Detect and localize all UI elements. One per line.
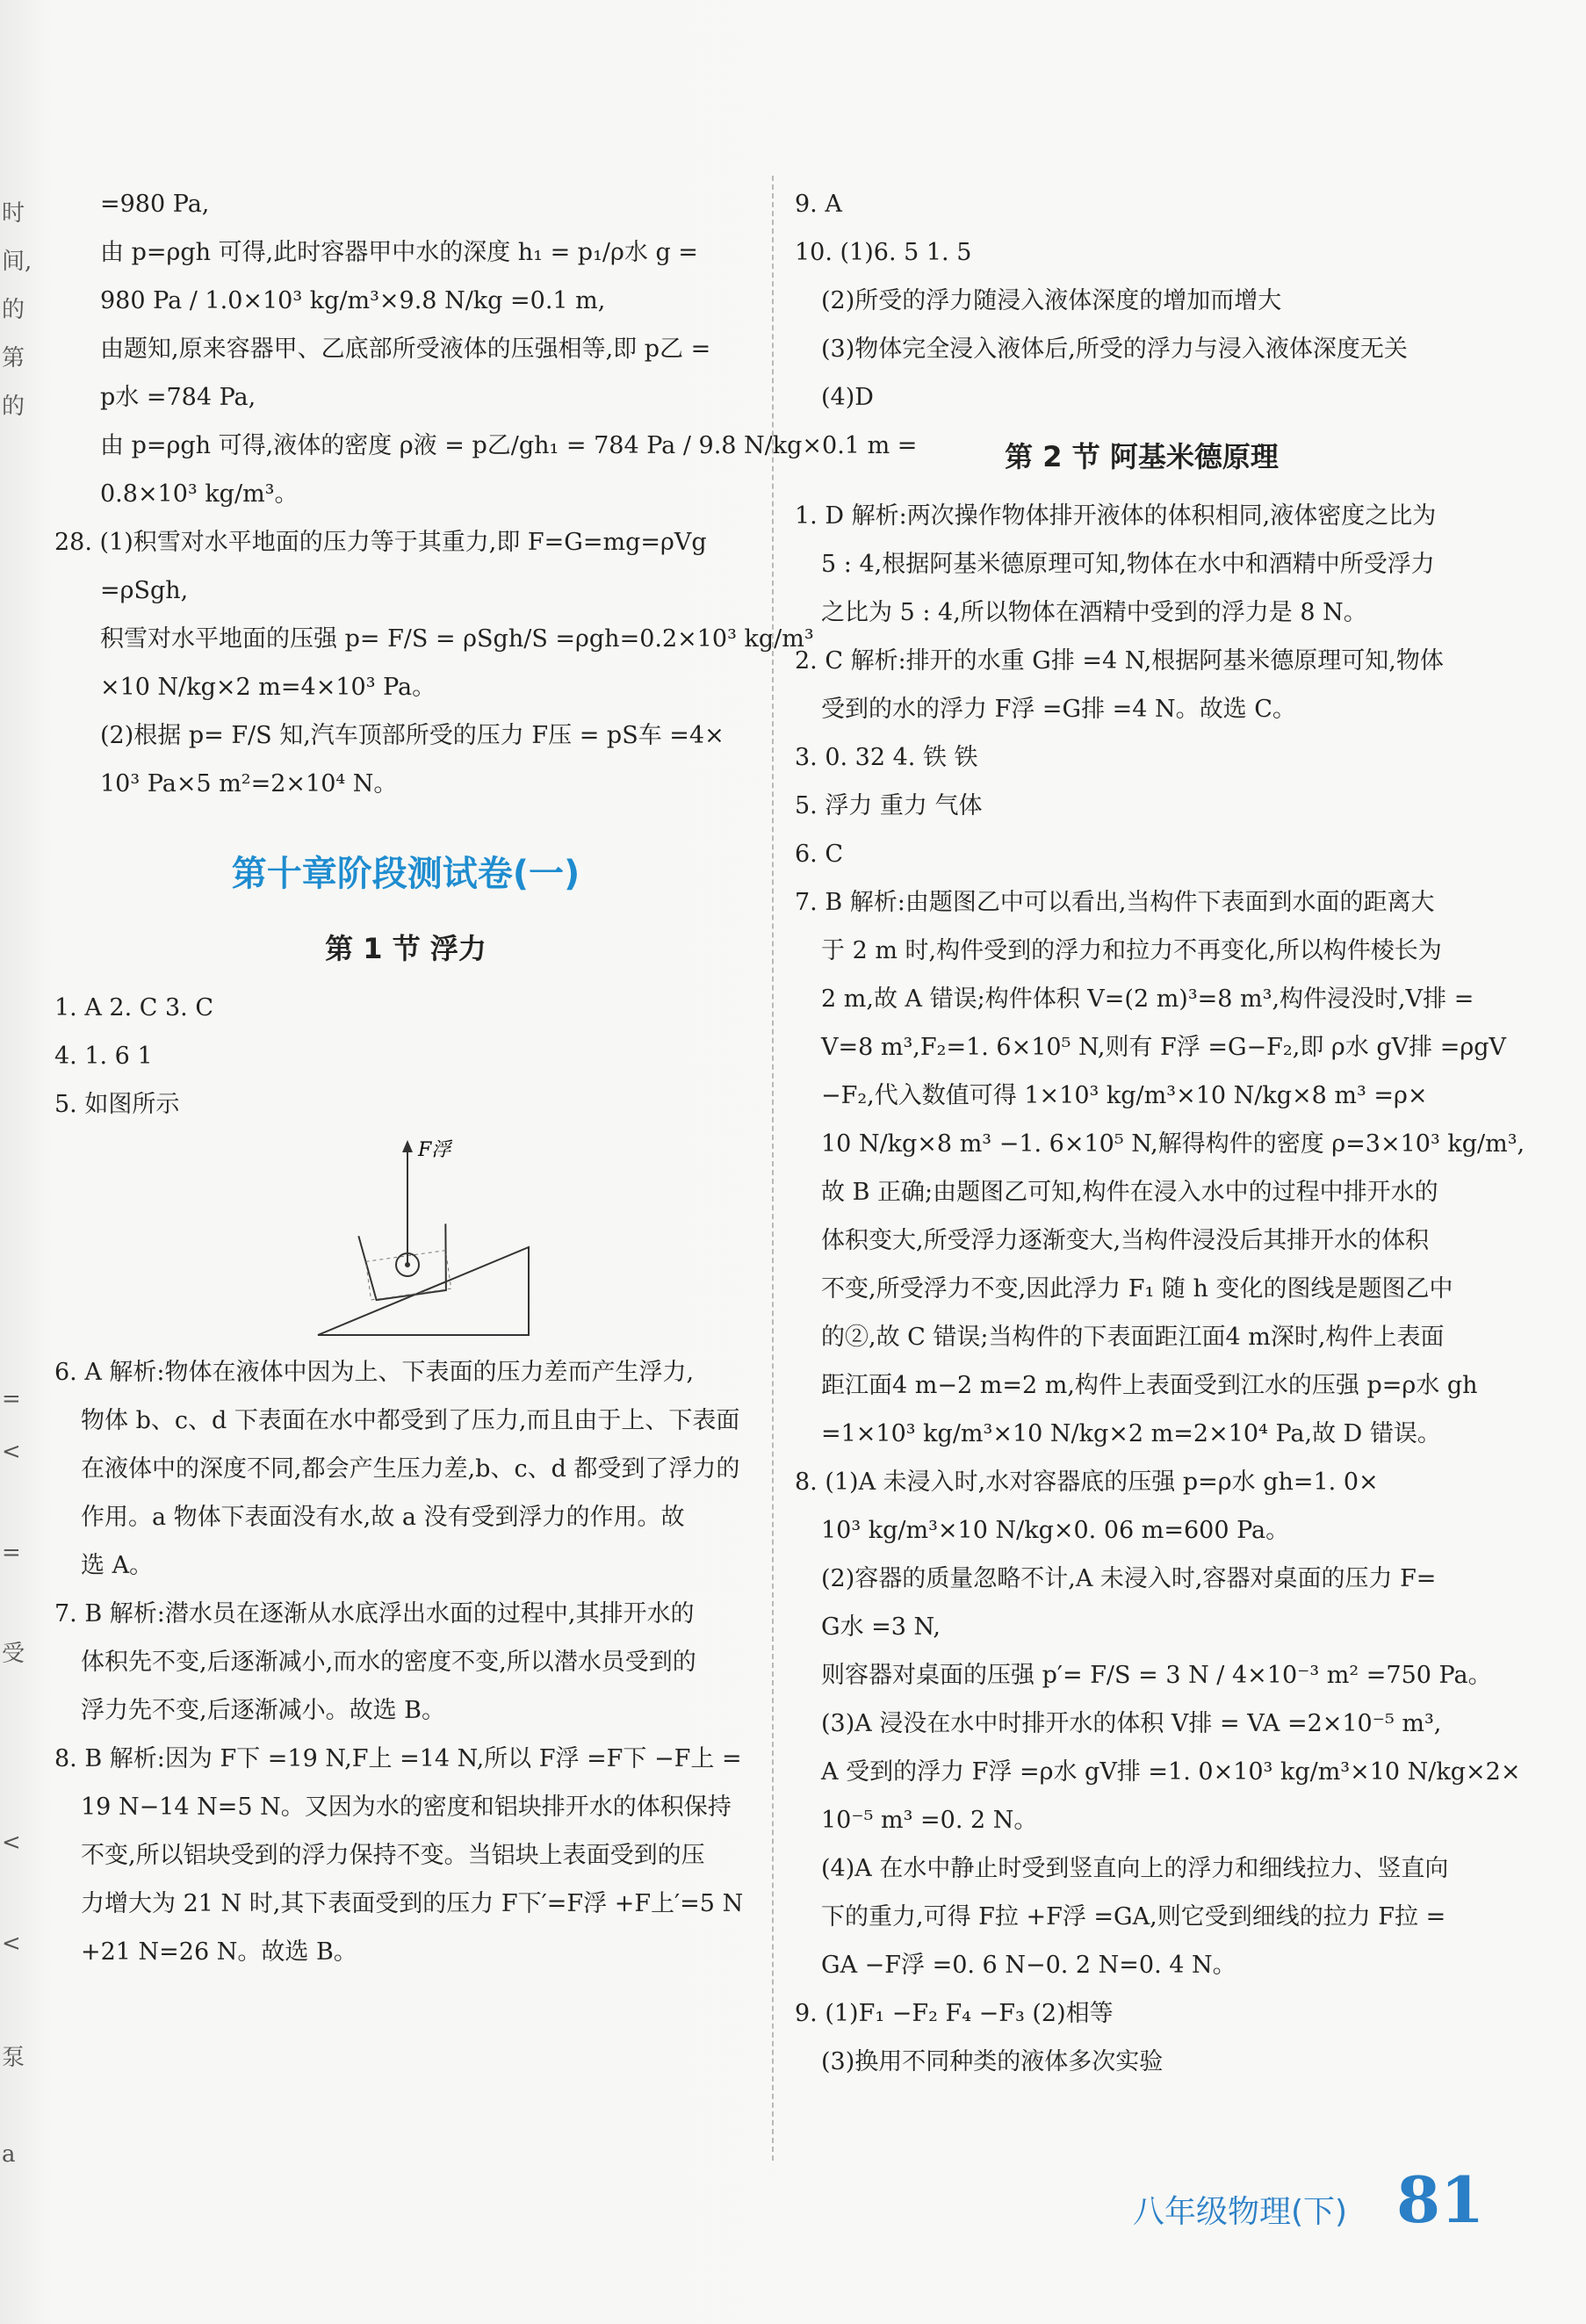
edge-char: < [2,1830,21,1856]
right-column [795,180,1525,2086]
q8-line: 10⁻⁵ m³ =0. 2 N。 [821,1807,1038,1834]
solution-line: =980 Pa, [100,191,210,218]
force-label: F浮 [418,1139,451,1161]
q8-line: 8. (1)A 未浸入时,水对容器底的压强 p=ρ水 gh=1. 0× [795,1469,1379,1496]
page-footer [1133,2162,1502,2237]
answer-line: 3. 0. 32 4. 铁 铁 [795,744,978,771]
arrow-head [402,1140,413,1152]
water [365,1251,451,1300]
solution-line: 28. (1)积雪对水平地面的压力等于其重力,即 F=G=mg=ρVg [54,529,707,556]
solution-line: 980 Pa / 1.0×10³ kg/m³×9.8 N/kg =0.1 m, [100,287,606,314]
answer-line: (4)D [821,384,874,411]
page-number: 81 [1396,2162,1485,2237]
q7-line: 7. B 解析:由题图乙中可以看出,当构件下表面到水面的距离大 [795,889,1435,916]
q7-line: −F₂,代入数值可得 1×10³ kg/m³×10 N/kg×8 m³ =ρ× [821,1082,1428,1109]
answer-line: (2)所受的浮力随浸入液体深度的增加而增大 [821,287,1282,314]
edge-char: 第 [2,345,25,372]
q7-line: 7. B 解析:潜水员在逐渐从水底浮出水面的过程中,其排开水的 [54,1600,695,1628]
edge-char: 泵 [2,2045,25,2071]
q7-line: 体积先不变,后逐渐减小,而水的密度不变,所以潜水员受到的 [81,1649,696,1676]
q1-line: 5 : 4,根据阿基米德原理可知,物体在水中和酒精中所受浮力 [821,551,1435,578]
q8-line: GA −F浮 =0. 6 N−0. 2 N=0. 4 N。 [821,1952,1236,1979]
q7-line: 2 m,故 A 错误;构件体积 V=(2 m)³=8 m³,构件浸没时,V排 = [821,985,1474,1013]
q9-line: 9. (1)F₁ −F₂ F₄ −F₃ (2)相等 [795,2000,1114,2027]
edge-char: 的 [2,297,25,323]
chapter-title: 第十章阶段测试卷(一) [231,854,580,894]
section-2-title: 第 2 节 阿基米德原理 [1005,440,1279,473]
q8-line: 力增大为 21 N 时,其下表面受到的压力 F下′=F浮 +F上′=5 N [81,1890,744,1917]
edge-char: 的 [2,393,25,420]
edge-char: < [2,1931,21,1957]
q6-line: 在液体中的深度不同,都会产生压力差,b、c、d 都受到了浮力的 [81,1455,740,1483]
answer-line: 9. A [795,191,842,218]
answer-line: 1. A 2. C 3. C [54,994,214,1021]
solution-line: 由题知,原来容器甲、乙底部所受液体的压强相等,即 p乙 = [100,336,711,363]
q7-line: 体积变大,所受浮力逐渐变大,当构件浸没后其排开水的体积 [821,1227,1430,1254]
edge-char: 受 [2,1641,25,1667]
q7-line: =1×10³ kg/m³×10 N/kg×2 m=2×10⁴ Pa,故 D 错误。 [821,1420,1441,1447]
answer-line: 4. 1. 6 1 [54,1043,153,1070]
edge-char: = [2,1386,21,1412]
q6-line: 作用。a 物体下表面没有水,故 a 没有受到浮力的作用。故 [81,1504,685,1531]
q8-line: (4)A 在水中静止时受到竖直向上的浮力和细线拉力、竖直向 [821,1855,1449,1882]
solution-line: p水 =784 Pa, [100,384,256,411]
solution-line: =ρSgh, [100,577,189,604]
solution-line: 积雪对水平地面的压强 p= F/S = ρSgh/S =ρgh=0.2×10³ kg/m³ [100,625,814,653]
q8-line: 10³ kg/m³×10 N/kg×0. 06 m=600 Pa。 [821,1517,1290,1544]
q7-line: 浮力先不变,后逐渐减小。故选 B。 [81,1697,446,1724]
q2-line: 2. C 解析:排开的水重 G排 =4 N,根据阿基米德原理可知,物体 [795,647,1444,675]
edge-char: = [2,1540,21,1566]
q8-line: 则容器对桌面的压强 p′= F/S = 3 N / 4×10⁻³ m² =750 Pa。 [821,1662,1492,1689]
slope-triangle [318,1247,529,1335]
q7-line: 的②,故 C 错误;当构件的下表面距江面4 m深时,构件上表面 [821,1324,1445,1351]
q6-line: 选 A。 [81,1552,154,1579]
solution-line: 10³ Pa×5 m²=2×10⁴ N。 [100,770,398,798]
buoyancy-figure [54,1129,757,1348]
solution-line: 由 p=ρgh 可得,液体的密度 ρ液 = p乙/gh₁ = 784 Pa / 9.8 N/kg×0.1 m = [100,432,918,459]
q8-line: +21 N=26 N。故选 B。 [81,1938,357,1966]
q8-line: 8. B 解析:因为 F下 =19 N,F上 =14 N,所以 F浮 =F下 −F上 = [54,1745,742,1772]
solution-line: ×10 N/kg×2 m=4×10³ Pa。 [100,674,436,701]
section-1-title: 第 1 节 浮力 [325,932,487,965]
q9-line: (3)换用不同种类的液体多次实验 [821,2048,1164,2075]
q8-line: 19 N−14 N=5 N。又因为水的密度和铝块排开水的体积保持 [81,1794,732,1821]
q2-line: 受到的水的浮力 F浮 =G排 =4 N。故选 C。 [821,696,1296,723]
solution-line: (2)根据 p= F/S 知,汽车顶部所受的压力 F压 = pS车 =4× [100,722,725,749]
beaker-on-slope-diagram [309,1133,537,1344]
solution-line: 由 p=ρgh 可得,此时容器甲中水的深度 h₁ = p₁/ρ水 g = [100,239,698,266]
q6-line: 6. A 解析:物体在液体中因为上、下表面的压力差而产生浮力, [54,1359,695,1386]
column-divider [772,176,774,2161]
q8-line: (2)容器的质量忽略不计,A 未浸入时,容器对桌面的压力 F= [821,1565,1437,1592]
answer-line: 6. C [795,841,844,868]
answer-line: 5. 如图所示 [54,1091,180,1118]
q8-line: 不变,所以铝块受到的浮力保持不变。当铝块上表面受到的压 [81,1842,705,1869]
edge-char: < [2,1439,21,1465]
q8-line: G水 =3 N, [821,1613,941,1641]
answer-line: (3)物体完全浸入液体后,所受的浮力与浸入液体深度无关 [821,336,1408,363]
answer-line: 10. (1)6. 5 1. 5 [795,239,972,266]
grade-subject-label: 八年级物理(下) [1133,2194,1348,2230]
answer-line: 5. 浮力 重力 气体 [795,792,983,819]
edge-char: a [2,2141,16,2168]
q7-line: 10 N/kg×8 m³ −1. 6×10⁵ N,解得构件的密度 ρ=3×10³ kg/m³, [821,1130,1525,1158]
adjacent-page-edge [2,0,32,2324]
q6-line: 物体 b、c、d 下表面在水中都受到了压力,而且由于上、下表面 [81,1407,740,1434]
solution-line: 0.8×10³ kg/m³。 [100,480,299,508]
q7-line: 不变,所受浮力不变,因此浮力 F₁ 随 h 变化的图线是题图乙中 [821,1275,1453,1303]
q8-line: A 受到的浮力 F浮 =ρ水 gV排 =1. 0×10³ kg/m³×10 N/kg×2× [821,1758,1521,1786]
edge-char: 间, [2,249,32,275]
edge-char: 时 [2,200,25,227]
q7-line: 距江面4 m−2 m=2 m,构件上表面受到江水的压强 p=ρ水 gh [821,1372,1478,1399]
q1-line: 之比为 5 : 4,所以物体在酒精中受到的浮力是 8 N。 [821,599,1367,626]
q7-line: 故 B 正确;由题图乙可知,构件在浸入水中的过程中排开水的 [821,1179,1438,1206]
q7-line: 于 2 m 时,构件受到的浮力和拉力不再变化,所以构件棱长为 [821,937,1442,964]
q8-line: (3)A 浸没在水中时排开水的体积 V排 = VA =2×10⁻⁵ m³, [821,1710,1442,1737]
q1-line: 1. D 解析:两次操作物体排开液体的体积相同,液体密度之比为 [795,502,1437,530]
q7-line: V=8 m³,F₂=1. 6×10⁵ N,则有 F浮 =G−F₂,即 ρ水 gV排 =ρgV [821,1034,1506,1061]
q8-line: 下的重力,可得 F拉 +F浮 =GA,则它受到细线的拉力 F拉 = [821,1903,1446,1931]
